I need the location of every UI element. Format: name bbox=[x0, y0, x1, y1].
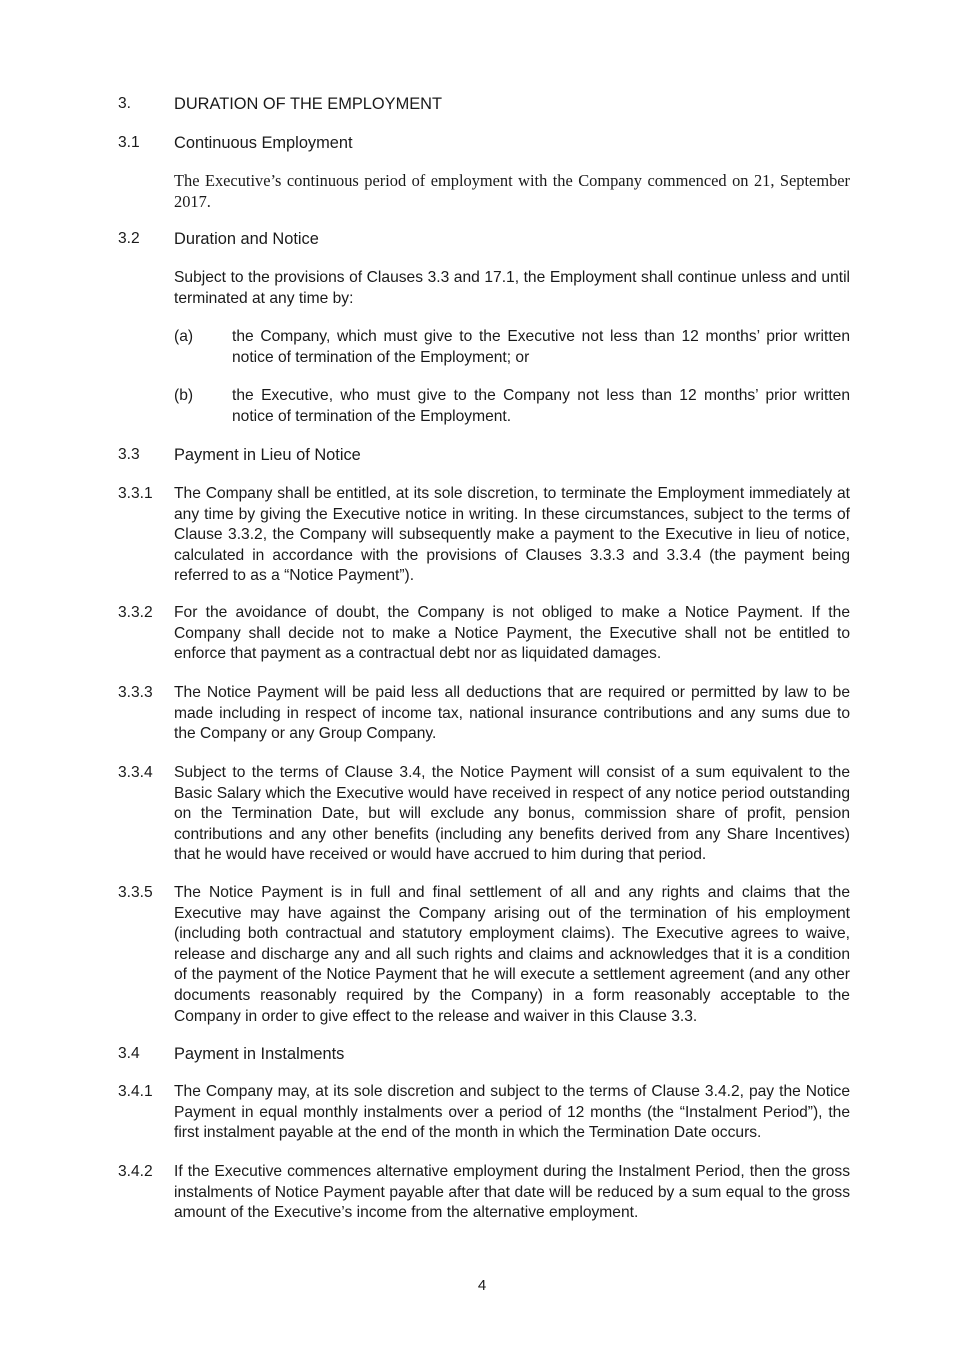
clause-number: 3.4.2 bbox=[118, 1163, 153, 1180]
item-label: (b) bbox=[174, 387, 194, 404]
clause-body: The Company shall be entitled, at its sole discretion, to terminate the Employment immediately at any time by giving the Executive notice in writing. In these circumstances, subject to the terms of Clause 3.3.2, the Company will subsequently make a payment to the Executive in lieu of notice, calculated in accordance with the provisions of Clauses 3.3.3 and 3.3.4 (the payment being referred to as a “Notice Payment”). bbox=[174, 485, 850, 585]
clause-body: The Notice Payment is in full and final settlement of all and any rights and claims that the Executive may have against the Company arising out of the termination of his employment (including both contractual and statutory employment claims). The Executive agrees to waive, release and discharge any and all such rights and claims and acknowledges that it is a condition of the payment of the Notice Payment that he will execute a settlement agreement (and any other documents reasonably required by the Company) in a form reasonably acceptable to the Company in order to give effect to the release and waiver in this Clause 3.3. bbox=[174, 884, 850, 1025]
clause-heading: Continuous Employment bbox=[174, 134, 353, 152]
section-number: 3. bbox=[118, 95, 132, 112]
clause-body: The Executive’s continuous period of employment with the Company commenced on 21, September 2017. bbox=[174, 171, 850, 211]
clause-body: If the Executive commences alternative employment during the Instalment Period, then the gross instalments of Notice Payment payable after that date will be reduced by a sum equal to the gross amount of the Executive’s income from the alternative employment. bbox=[174, 1163, 850, 1222]
clause-number: 3.4 bbox=[118, 1045, 140, 1062]
clause-body: The Notice Payment will be paid less all deductions that are required or permitted by law to be made including in respect of income tax, national insurance contributions and any sums due to the Company or any Group Company. bbox=[174, 684, 850, 743]
clause-heading: Payment in Instalments bbox=[174, 1045, 345, 1063]
clause-heading: Payment in Lieu of Notice bbox=[174, 446, 361, 464]
item-text: the Company, which must give to the Executive not less than 12 months’ prior written notice of termination of the Employment; or bbox=[232, 328, 850, 366]
clause-number: 3.3.3 bbox=[118, 684, 153, 701]
clause-number: 3.2 bbox=[118, 230, 140, 247]
clause-number: 3.3.1 bbox=[118, 485, 153, 502]
clause-number: 3.1 bbox=[118, 134, 140, 151]
page-number: 4 bbox=[477, 1277, 487, 1294]
clause-number: 3.4.1 bbox=[118, 1083, 153, 1100]
clause-body: The Company may, at its sole discretion and subject to the terms of Clause 3.4.2, pay the Notice Payment in equal monthly instalments over a period of 12 months (the “Instalment Period”), the first instalment payable at the end of the month in which the Termination Date occurs. bbox=[174, 1083, 850, 1142]
clause-number: 3.3 bbox=[118, 446, 140, 463]
clause-body: For the avoidance of doubt, the Company is not obliged to make a Notice Payment. If the Company shall decide not to make a Notice Payment, the Executive shall not be entitled to enforce that payment as a contractual debt nor as liquidated damages. bbox=[174, 604, 850, 663]
clause-heading: Duration and Notice bbox=[174, 230, 319, 248]
section-title: DURATION OF THE EMPLOYMENT bbox=[174, 95, 443, 113]
clause-number: 3.3.4 bbox=[118, 764, 153, 781]
clause-body: Subject to the terms of Clause 3.4, the Notice Payment will consist of a sum equivalent to the Basic Salary which the Executive would have received in respect of any notice period outstanding on the Termination Date, but will exclude any bonus, commission share of profit, pension contributions and any other benefits (including any benefits derived from any Share Incentives) that he would have received or would have accrued to him during that period. bbox=[174, 764, 850, 864]
item-text: the Executive, who must give to the Company not less than 12 months’ prior written notice of termination of the Employment. bbox=[232, 387, 850, 425]
clause-body: Subject to the provisions of Clauses 3.3 and 17.1, the Employment shall continue unless and until terminated at any time by: bbox=[174, 269, 850, 307]
clause-number: 3.3.5 bbox=[118, 884, 153, 901]
clause-number: 3.3.2 bbox=[118, 604, 153, 621]
item-label: (a) bbox=[174, 328, 194, 345]
